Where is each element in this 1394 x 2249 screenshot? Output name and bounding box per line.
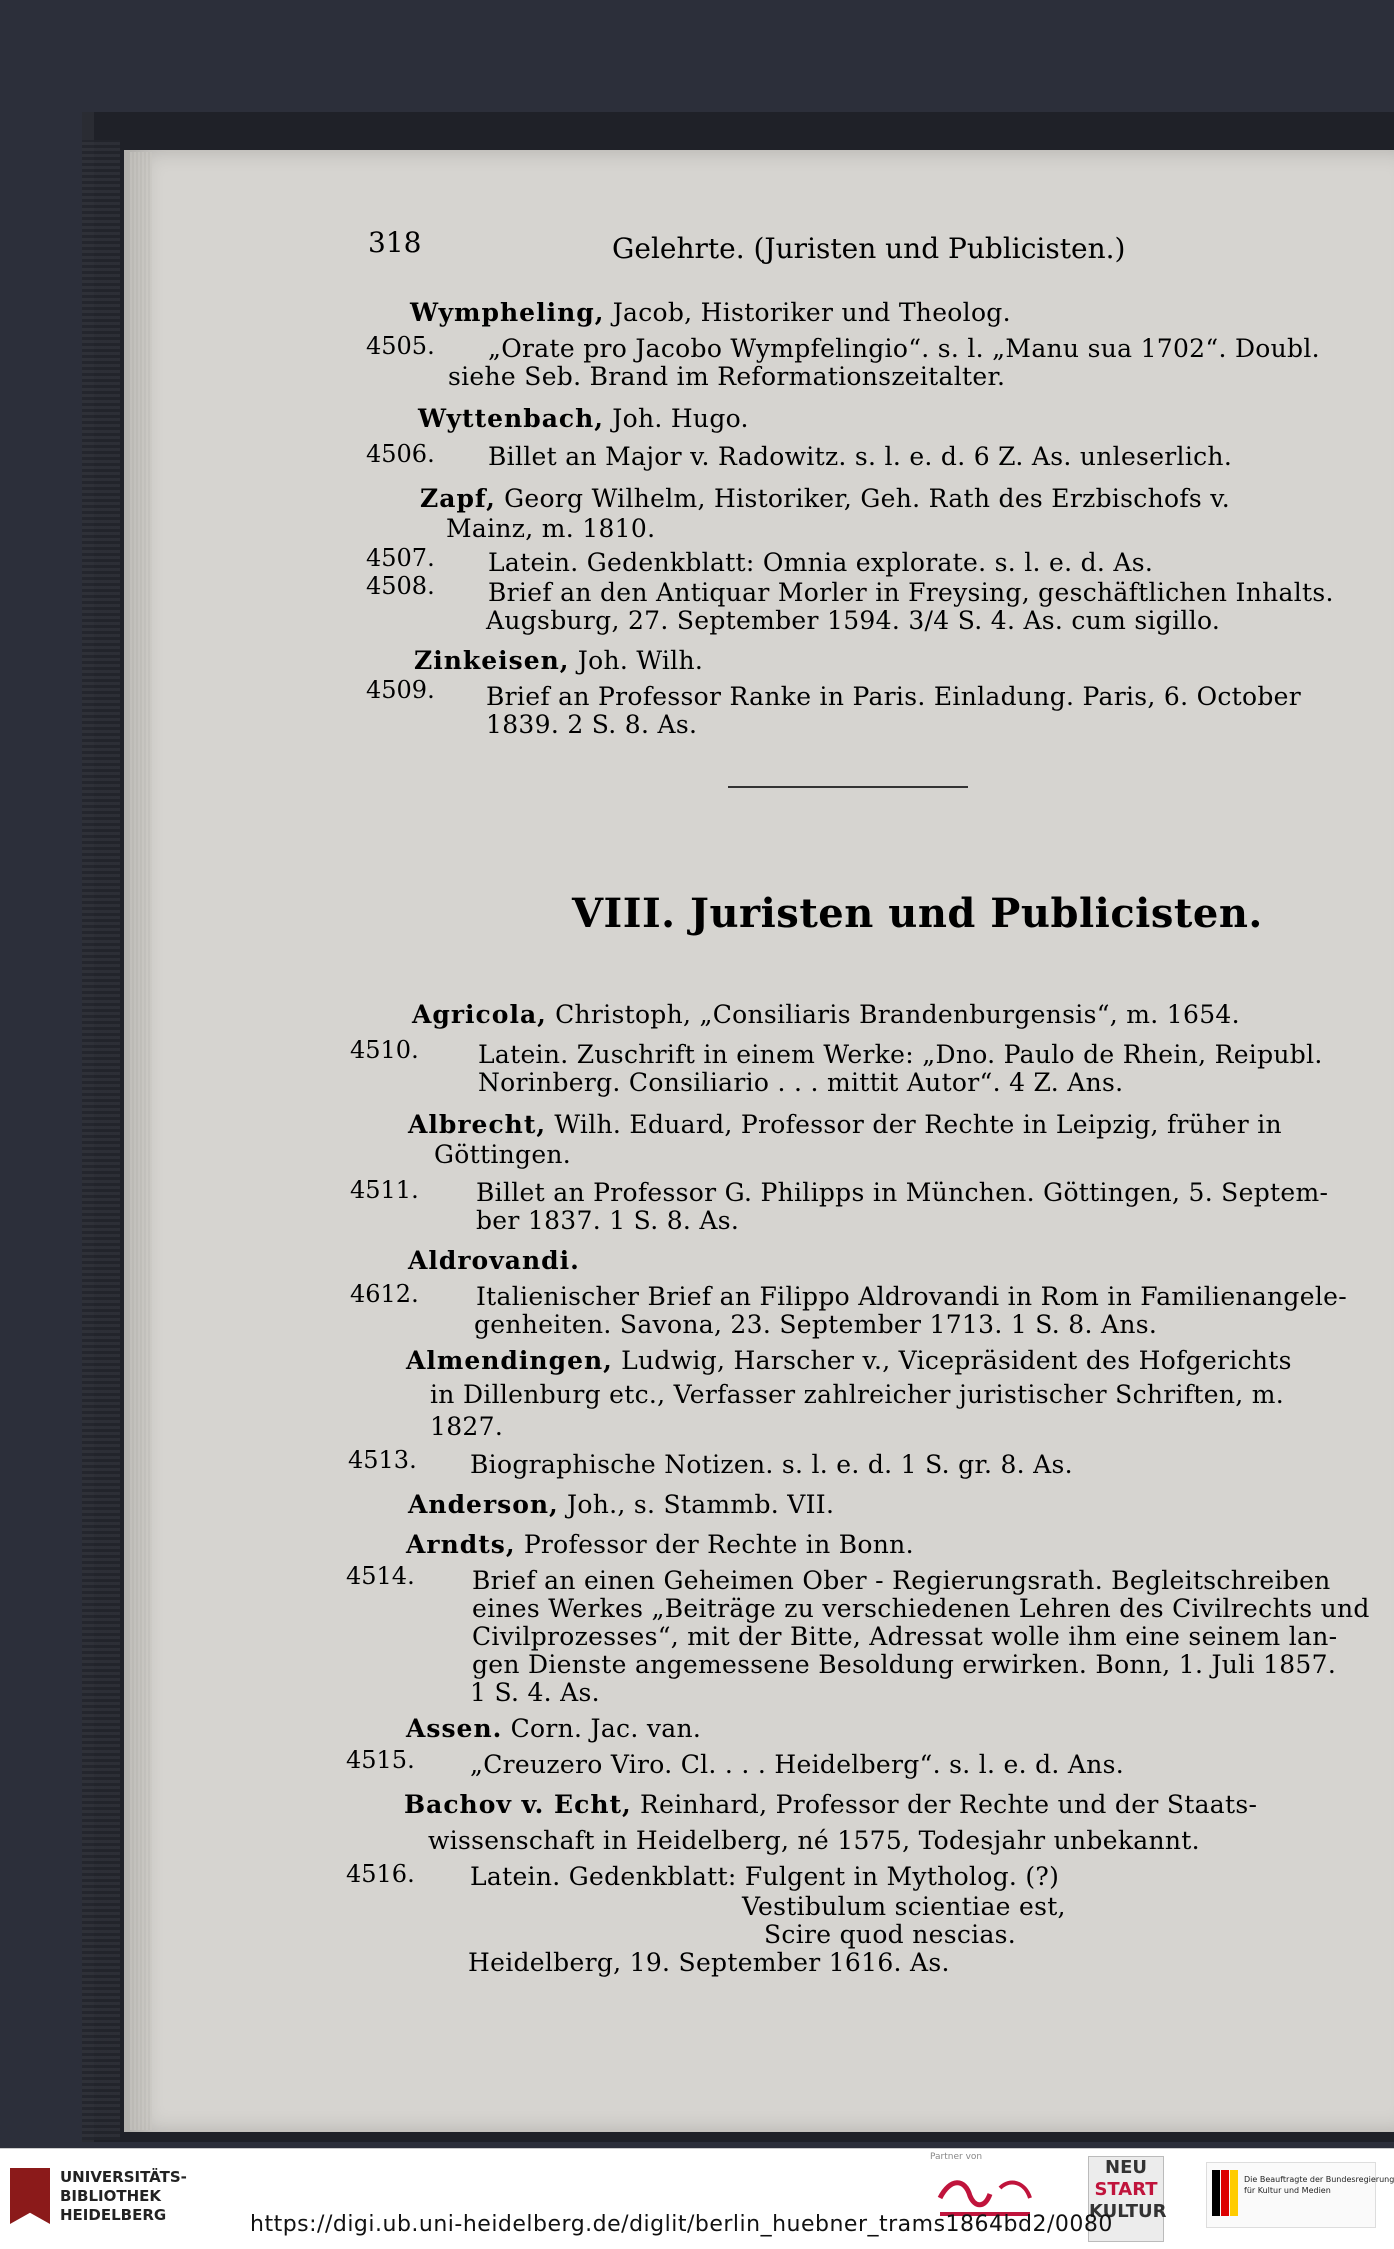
bund-text: Die Beauftragte der Bundesregierung für Kultur und Medien <box>1244 2175 1394 2195</box>
neustart-line: START <box>1094 2179 1158 2200</box>
entry-name-line <box>412 1000 1240 1029</box>
entry-number: 4507. <box>366 544 435 572</box>
page-gutter <box>130 152 152 2130</box>
page-url[interactable]: https://digi.ub.uni-heidelberg.de/diglit/berlin_huebner_trams1864bd2/0080 <box>250 2212 1113 2237</box>
entry-text: Christoph, „Consiliaris Brandenburgensis“, m. 1654. <box>555 1000 1240 1029</box>
entry-number: 4510. <box>350 1036 419 1064</box>
section-divider <box>728 786 968 788</box>
neustart-line: NEU <box>1105 2157 1147 2178</box>
verse-line: Scire quod nescias. <box>764 1920 1017 1949</box>
entry-name: Assen. <box>406 1714 503 1743</box>
neustart-line: KULTUR <box>1089 2201 1167 2222</box>
entry-number: 4516. <box>346 1860 415 1888</box>
entry-line: Civilprozesses“, mit der Bitte, Adressat wolle ihm eine seinem lan- <box>472 1622 1338 1651</box>
entry-line: „Orate pro Jacobo Wympfelingio“. s. l. „Manu sua 1702“. Doubl. <box>488 334 1320 363</box>
entry-number: 4509. <box>366 676 435 704</box>
entry-text: Joh., s. Stammb. VII. <box>567 1490 835 1519</box>
entry-name-line <box>420 484 1230 513</box>
entry-text: Jacob, Historiker und Theolog. <box>612 298 1011 327</box>
entry-name-line <box>408 1110 1282 1139</box>
entry-text: Ludwig, Harscher v., Vicepräsident des Hofgerichts <box>621 1346 1292 1375</box>
entry-name-line <box>406 1530 914 1559</box>
cover-texture <box>82 140 120 2140</box>
entry-continuation: Mainz, m. 1810. <box>446 514 656 543</box>
running-title: Gelehrte. (Juristen und Publicisten.) <box>612 232 1126 265</box>
entry-line: „Creuzero Viro. Cl. . . . Heidelberg“. s. l. e. d. Ans. <box>470 1750 1125 1779</box>
entry-line: 1 S. 4. As. <box>470 1678 600 1707</box>
entry-name: Wympheling, <box>410 298 605 327</box>
entry-line: Augsburg, 27. September 1594. 3/4 S. 4. As. cum sigillo. <box>486 606 1221 635</box>
page-number: 318 <box>368 226 422 259</box>
entry-line: ber 1837. 1 S. 8. As. <box>476 1206 740 1235</box>
entry-name-line <box>406 1346 1292 1375</box>
partner-label: Partner von <box>930 2152 983 2162</box>
entry-name-line <box>408 1490 834 1519</box>
entry-name: Bachov v. Echt, <box>404 1790 632 1819</box>
entry-line: Billet an Major v. Radowitz. s. l. e. d. 6 Z. As. unleserlich. <box>488 442 1233 471</box>
entry-name: Anderson, <box>408 1490 559 1519</box>
entry-text: Corn. Jac. van. <box>510 1714 702 1743</box>
entry-number: 4508. <box>366 572 435 600</box>
entry-name: Wyttenbach, <box>418 404 605 433</box>
entry-number: 4505. <box>366 332 435 360</box>
entry-line: Norinberg. Consiliario . . . mittit Autor“. 4 Z. Ans. <box>478 1068 1124 1097</box>
entry-name-line <box>404 1790 1257 1819</box>
entry-text: Georg Wilhelm, Historiker, Geh. Rath des Erzbischofs v. <box>504 484 1230 513</box>
entry-line: Latein. Gedenkblatt: Fulgent in Mytholog. (?) <box>470 1862 1060 1891</box>
entry-line: Italienischer Brief an Filippo Aldrovandi in Rom in Familienangele- <box>476 1282 1347 1311</box>
entry-line: Latein. Zuschrift in einem Werke: „Dno. Paulo de Rhein, Reipubl. <box>478 1040 1323 1069</box>
entry-line: Billet an Professor G. Philipps in München. Göttingen, 5. Septem- <box>476 1178 1329 1207</box>
entry-text: Joh. Hugo. <box>612 404 749 433</box>
section-title: VIII. Juristen und Publicisten. <box>572 890 1263 937</box>
entry-name: Zapf, <box>420 484 496 513</box>
entry-line: Brief an den Antiquar Morler in Freysing, geschäftlichen Inhalts. <box>488 578 1334 607</box>
entry-number: 4513. <box>348 1446 417 1474</box>
entry-name: Almendingen, <box>406 1346 613 1375</box>
entry-name: Arndts, <box>406 1530 516 1559</box>
entry-number: 4514. <box>346 1562 415 1590</box>
entry-continuation: in Dillenburg etc., Verfasser zahlreicher juristischer Schriften, m. <box>430 1380 1284 1409</box>
entry-name-line <box>410 298 1011 327</box>
entry-number: 4612. <box>350 1280 419 1308</box>
entry-line: Latein. Gedenkblatt: Omnia explorate. s. l. e. d. As. <box>488 548 1154 577</box>
entry-name: Agricola, <box>412 1000 547 1029</box>
entry-line: genheiten. Savona, 23. September 1713. 1 S. 8. Ans. <box>474 1310 1158 1339</box>
entry-name-line <box>418 404 749 433</box>
entry-line: Biographische Notizen. s. l. e. d. 1 S. gr. 8. As. <box>470 1450 1073 1479</box>
verse-line: Vestibulum scientiae est, <box>742 1892 1066 1921</box>
entry-name-line <box>408 1246 580 1275</box>
entry-name: Albrecht, <box>408 1110 547 1139</box>
entry-name: Zinkeisen, <box>414 646 570 675</box>
entry-text: Reinhard, Professor der Rechte und der Staats- <box>640 1790 1258 1819</box>
entry-number: 4511. <box>350 1176 419 1204</box>
entry-line: Brief an einen Geheimen Ober - Regierungsrath. Begleitschreiben <box>472 1566 1331 1595</box>
entry-text: Wilh. Eduard, Professor der Rechte in Leipzig, früher in <box>554 1110 1282 1139</box>
eagle-icon <box>1212 2170 1238 2216</box>
closing-line: Heidelberg, 19. September 1616. As. <box>468 1948 950 1977</box>
entry-name-line <box>414 646 703 675</box>
entry-continuation: Göttingen. <box>434 1140 572 1169</box>
entry-continuation: wissenschaft in Heidelberg, né 1575, Todesjahr unbekannt. <box>428 1826 1200 1855</box>
entry-line: eines Werkes „Beiträge zu verschiedenen Lehren des Civilrechts und <box>472 1594 1370 1623</box>
entry-continuation: 1827. <box>430 1412 504 1441</box>
entry-name: Aldrovandi. <box>408 1246 580 1275</box>
entry-text: Professor der Rechte in Bonn. <box>523 1530 914 1559</box>
entry-line: gen Dienste angemessene Besoldung erwirken. Bonn, 1. Juli 1857. <box>472 1650 1337 1679</box>
entry-name-line <box>406 1714 701 1743</box>
entry-number: 4515. <box>346 1746 415 1774</box>
library-name[interactable]: UNIVERSITÄTS- BIBLIOTHEK HEIDELBERG <box>60 2168 187 2224</box>
entry-line: siehe Seb. Brand im Reformationszeitalter. <box>448 362 1006 391</box>
entry-line: Brief an Professor Ranke in Paris. Einladung. Paris, 6. October <box>486 682 1302 711</box>
entry-number: 4506. <box>366 440 435 468</box>
entry-text: Joh. Wilh. <box>577 646 704 675</box>
entry-line: 1839. 2 S. 8. As. <box>486 710 698 739</box>
